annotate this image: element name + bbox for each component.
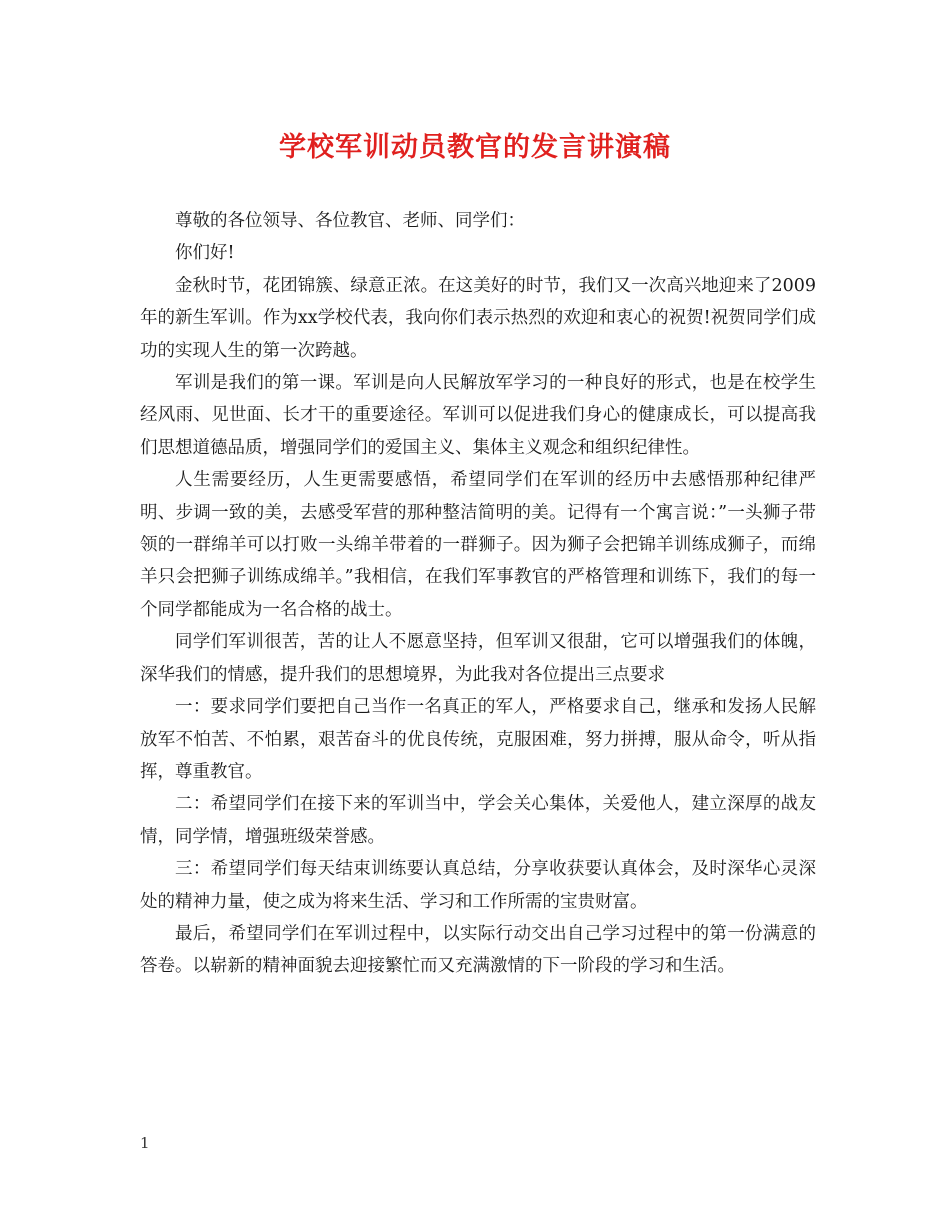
- paragraph-opening: 金秋时节，花团锦簇、绿意正浓。在这美好的时节，我们又一次高兴地迎来了2009年的新生军训。作为xx学校代表，我向你们表示热烈的欢迎和衷心的祝贺!祝贺同学们成功的实现人生的第一次跨越。: [140, 275, 816, 361]
- paragraph-first-lesson: 军训是我们的第一课。军训是向人民解放军学习的一种良好的形式，也是在校学生经风雨、见世面、长才干的重要途径。军训可以促进我们身心的健康成长，可以提高我们思想道德品质，增强同学们的爱国主义、集体主义观念和组织纪律性。: [140, 373, 816, 458]
- paragraph-salutation: 尊敬的各位领导、各位教官、老师、同学们：: [175, 211, 525, 231]
- paragraph-requirement-two: 二：希望同学们在接下来的军训当中，学会关心集体，关爱他人，建立深厚的战友情，同学情，增强班级荣誉感。: [140, 794, 816, 847]
- page-number: 1: [140, 1134, 150, 1152]
- paragraph-greeting: 你们好!: [175, 243, 235, 264]
- paragraph-life-experience: 人生需要经历，人生更需要感悟，希望同学们在军训的经历中去感悟那种纪律严明、步调一致的美，去感受军营的那种整洁简明的美。记得有一个寓言说：”一头狮子带领的一群绵羊可以打败一头绵羊带着的一群狮子。因为狮子会把锦羊训练成狮子，而绵羊只会把狮子训练成绵羊。”我相信，在我们军事教官的严格管理和训练下，我们的每一个同学都能成为一名合格的战士。: [140, 470, 816, 620]
- paragraph-closing: 最后，希望同学们在军训过程中，以实际行动交出自己学习过程中的第一份满意的答卷。以崭新的精神面貌去迎接繁忙而又充满激情的下一阶段的学习和生活。: [140, 923, 816, 977]
- paragraph-requirement-one: 一：要求同学们要把自己当作一名真正的军人，严格要求自己，继承和发扬人民解放军不怕苦、不怕累，艰苦奋斗的优良传统，克服困难，努力拼搏，服从命令，听从指挥，尊重教官。: [140, 697, 816, 782]
- paragraph-hardship: 同学们军训很苦，苦的让人不愿意坚持，但军训又很甜，它可以增强我们的体魄，深华我们的情感，提升我们的思想境界，为此我对各位提出三点要求: [140, 632, 816, 685]
- paragraph-requirement-three: 三：希望同学们每天结束训练要认真总结，分享收获要认真体会，及时深华心灵深处的精神力量，使之成为将来生活、学习和工作所需的宝贵财富。: [140, 859, 816, 912]
- document-title: 学校军训动员教官的发言讲演稿: [279, 132, 671, 163]
- document-body: [140, 205, 816, 983]
